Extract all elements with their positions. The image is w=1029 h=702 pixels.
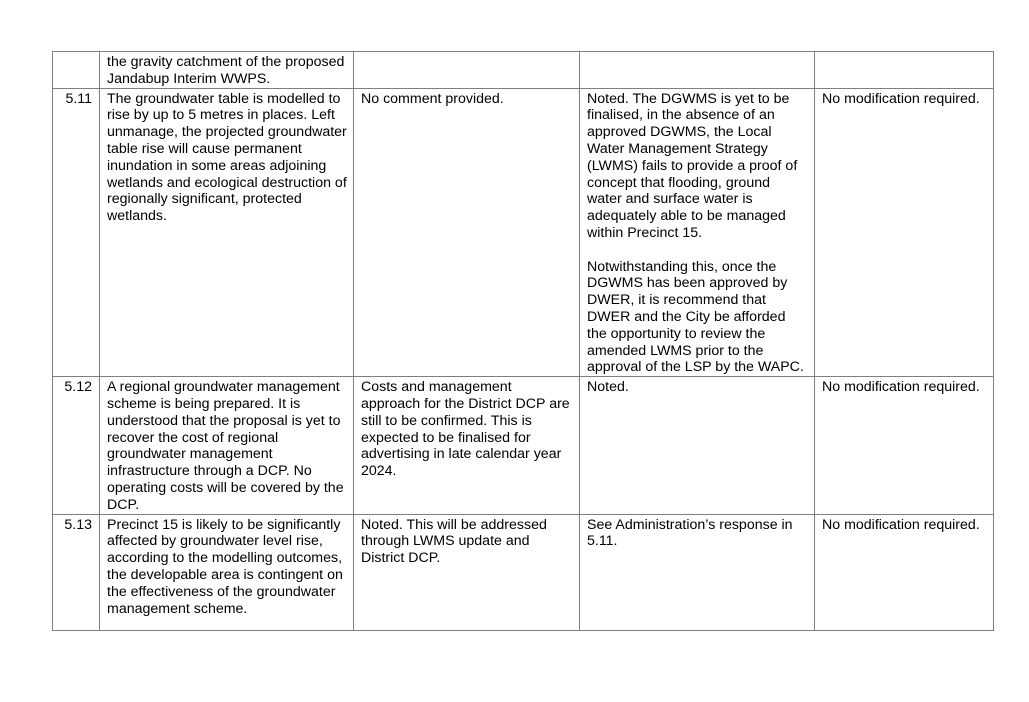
applicant-response-cell: Noted. This will be addressed through LWMS update and District DCP. xyxy=(354,514,580,630)
recommendation-cell: No modification required. xyxy=(815,377,994,514)
response-paragraph: See Administration’s response in 5.11. xyxy=(587,516,793,550)
applicant-response-cell xyxy=(354,52,580,89)
recommendation-cell: No modification required. xyxy=(815,88,994,377)
response-paragraph: Noted. xyxy=(587,379,629,396)
recommendation-cell xyxy=(815,52,994,89)
applicant-response-cell: No comment provided. xyxy=(354,88,580,377)
applicant-response-cell: Costs and management approach for the District DCP are still to be confirmed. This is expected to be finalised for advertising in late calendar year 2024. xyxy=(354,377,580,514)
submissions-table xyxy=(52,51,994,631)
submission-cell: A regional groundwater management scheme is being prepared. It is understood that the proposal is yet to recover the cost of regional groundwater management infrastructure through a DCP. No operating costs will be covered by the DCP. xyxy=(100,377,354,514)
table-row xyxy=(53,377,994,514)
table-row xyxy=(53,88,994,377)
submission-cell: The groundwater table is modelled to rise by up to 5 metres in places. Left unmanage, the projected groundwater table rise will cause permanent inundation in some areas adjoining wetlands and ecological destruction of regionally significant, protected wetlands. xyxy=(100,88,354,377)
administration-response-cell xyxy=(580,514,815,630)
administration-response-cell xyxy=(580,377,815,514)
submission-cell: Precinct 15 is likely to be significantly affected by groundwater level rise, according to the modelling outcomes, the developable area is contingent on the effectiveness of the groundwater management scheme. xyxy=(100,514,354,630)
table-row xyxy=(53,514,994,630)
item-number-cell xyxy=(53,52,100,89)
administration-response-cell xyxy=(580,88,815,377)
response-paragraph: Noted. The DGWMS is yet to be finalised, in the absence of an approved DGWMS, the Local Water Management Strategy (LWMS) fails to provide a proof of concept that flooding, ground water and surface water is adequately able to be managed within Precinct 15. xyxy=(587,90,798,241)
administration-response-cell xyxy=(580,52,815,89)
submission-cell: the gravity catchment of the proposed Jandabup Interim WWPS. xyxy=(100,52,354,89)
item-number-cell: 5.12 xyxy=(53,377,100,514)
item-number-cell: 5.11 xyxy=(53,88,100,377)
recommendation-cell: No modification required. xyxy=(815,514,994,630)
table-row xyxy=(53,52,994,89)
response-paragraph: Notwithstanding this, once the DGWMS has been approved by DWER, it is recommend that DWER and the City be afforded the opportunity to review the amended LWMS prior to the approval of the LSP by the WAPC. xyxy=(587,258,804,376)
item-number-cell: 5.13 xyxy=(53,514,100,630)
